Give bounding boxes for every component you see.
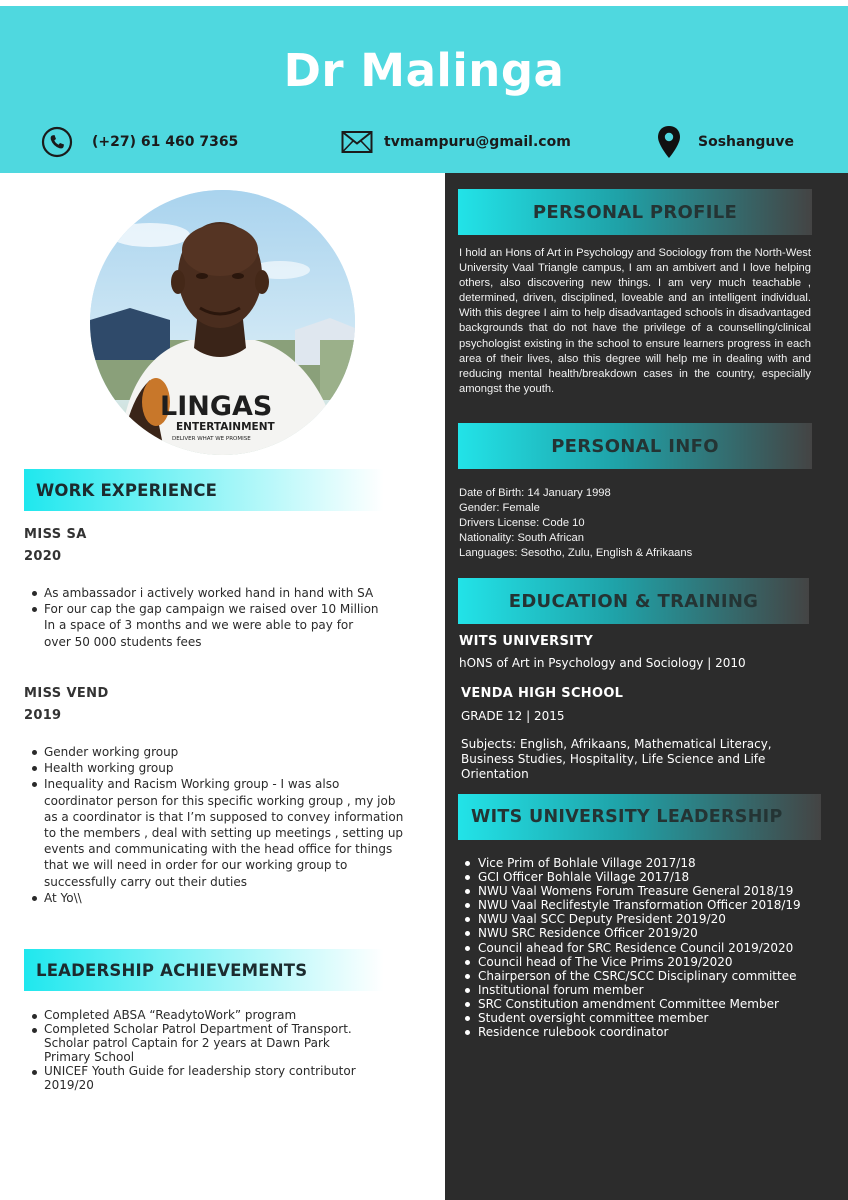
list-item: Inequality and Racism Working group - I was also coordinator person for this specific working group , my job as a coordinator is that I’m supposed to convey information to the members , deal with setting up meetings , setting up events and communicating with the head office for things that we will need in order for our working group to successfully carry out their duties: [30, 776, 410, 889]
job-year: 2020: [24, 549, 62, 564]
phone-number: (+27) 61 460 7365: [92, 134, 239, 150]
university-detail: hONS of Art in Psychology and Sociology | 2010: [459, 656, 746, 670]
school-detail: GRADE 12 | 2015: [461, 709, 565, 723]
list-item: Health working group: [30, 760, 410, 776]
job-duties-list: [30, 585, 380, 650]
list-item: UNICEF Youth Guide for leadership story contributor 2019/20: [30, 1064, 380, 1092]
achievements-list: [30, 1008, 380, 1092]
education-heading: EDUCATION & TRAINING: [458, 578, 809, 624]
info-gender: Gender: Female: [459, 502, 540, 515]
list-item: NWU Vaal SCC Deputy President 2019/20: [462, 912, 832, 926]
list-item: Chairperson of the CSRC/SCC Disciplinary committee: [462, 969, 832, 983]
list-item: Institutional forum member: [462, 983, 832, 997]
list-item: At Yo\\: [30, 890, 410, 906]
shirt-logo-text: LINGAS: [160, 391, 273, 422]
leadership-heading: WITS UNIVERSITY LEADERSHIP: [458, 794, 821, 840]
map-pin-icon: [652, 125, 686, 159]
school-name: VENDA HIGH SCHOOL: [461, 686, 624, 701]
mail-icon: [340, 125, 374, 159]
email-address: tvmampuru@gmail.com: [384, 134, 571, 150]
list-item: Gender working group: [30, 744, 410, 760]
job-title: MISS VEND: [24, 686, 109, 701]
leadership-achievements-heading: LEADERSHIP ACHIEVEMENTS: [24, 949, 384, 991]
list-item: Vice Prim of Bohlale Village 2017/18: [462, 856, 832, 870]
list-item: Completed Scholar Patrol Department of Transport. Scholar patrol Captain for 2 years at Dawn Park Primary School: [30, 1022, 380, 1064]
list-item: For our cap the gap campaign we raised over 10 Million In a space of 3 months and we were able to pay for over 50 000 students fees: [30, 601, 380, 650]
profile-text: I hold an Hons of Art in Psychology and Sociology from the North-West University Vaal Triangle campus, I am an ambivert and I love helping others, also discovering new things. I am very much teachable , determined, driven, disciplined, loveable and an intelligent individual. With this degree I aim to help disadvantaged schools in disadvantaged backgrounds that do not have the privilege of a counselling/clinical psychologist existing in the school to ensure learners progress in each area of their lives, also this degree will help me in dealing with and reducing mental health/breakdown cases in the country, especially amongst the youth.: [459, 247, 811, 395]
list-item: Residence rulebook coordinator: [462, 1025, 832, 1039]
list-item: SRC Constitution amendment Committee Member: [462, 997, 832, 1011]
info-languages: Languages: Sesotho, Zulu, English & Afrikaans: [459, 547, 693, 560]
candidate-name: Dr Malinga: [283, 44, 565, 97]
email-contact: [340, 124, 571, 160]
list-item: Student oversight committee member: [462, 1011, 832, 1025]
info-dob: Date of Birth: 14 January 1998: [459, 487, 611, 499]
list-item: Completed ABSA “ReadytoWork” program: [30, 1008, 380, 1022]
list-item: NWU Vaal Womens Forum Treasure General 2018/19: [462, 884, 832, 898]
work-experience-heading: WORK EXPERIENCE: [24, 469, 384, 511]
university-name: WITS UNIVERSITY: [459, 634, 594, 649]
personal-info-list: [459, 486, 809, 561]
job-title: MISS SA: [24, 527, 87, 542]
header-band: [0, 6, 848, 173]
phone-contact: [40, 124, 238, 160]
list-item: NWU SRC Residence Officer 2019/20: [462, 926, 832, 940]
info-nationality: Nationality: South African: [459, 532, 584, 545]
location-contact: [652, 124, 794, 160]
list-item: As ambassador i actively worked hand in hand with SA: [30, 585, 380, 601]
personal-info-heading: PERSONAL INFO: [458, 423, 812, 469]
list-item: NWU Vaal Reclifestyle Transformation Officer 2018/19: [462, 898, 832, 912]
profile-photo: [90, 190, 355, 455]
subjects-text: Subjects: English, Afrikaans, Mathematical Literacy, Business Studies, Hospitality, Life Science and Life Orientation: [461, 737, 772, 781]
leadership-list: [462, 856, 832, 1039]
job-year: 2019: [24, 708, 62, 723]
location-text: Soshanguve: [698, 134, 795, 150]
shirt-logo-tagline: DELIVER WHAT WE PROMISE: [172, 436, 251, 442]
list-item: Council ahead for SRC Residence Council 2019/2020: [462, 941, 832, 955]
phone-icon: [40, 125, 74, 159]
info-license: Drivers License: Code 10: [459, 517, 585, 530]
shirt-logo-subtext: ENTERTAINMENT: [176, 421, 275, 433]
list-item: Council head of The Vice Prims 2019/2020: [462, 955, 832, 969]
list-item: GCI Officer Bohlale Village 2017/18: [462, 870, 832, 884]
job-duties-list: [30, 744, 410, 906]
personal-profile-heading: PERSONAL PROFILE: [458, 189, 812, 235]
